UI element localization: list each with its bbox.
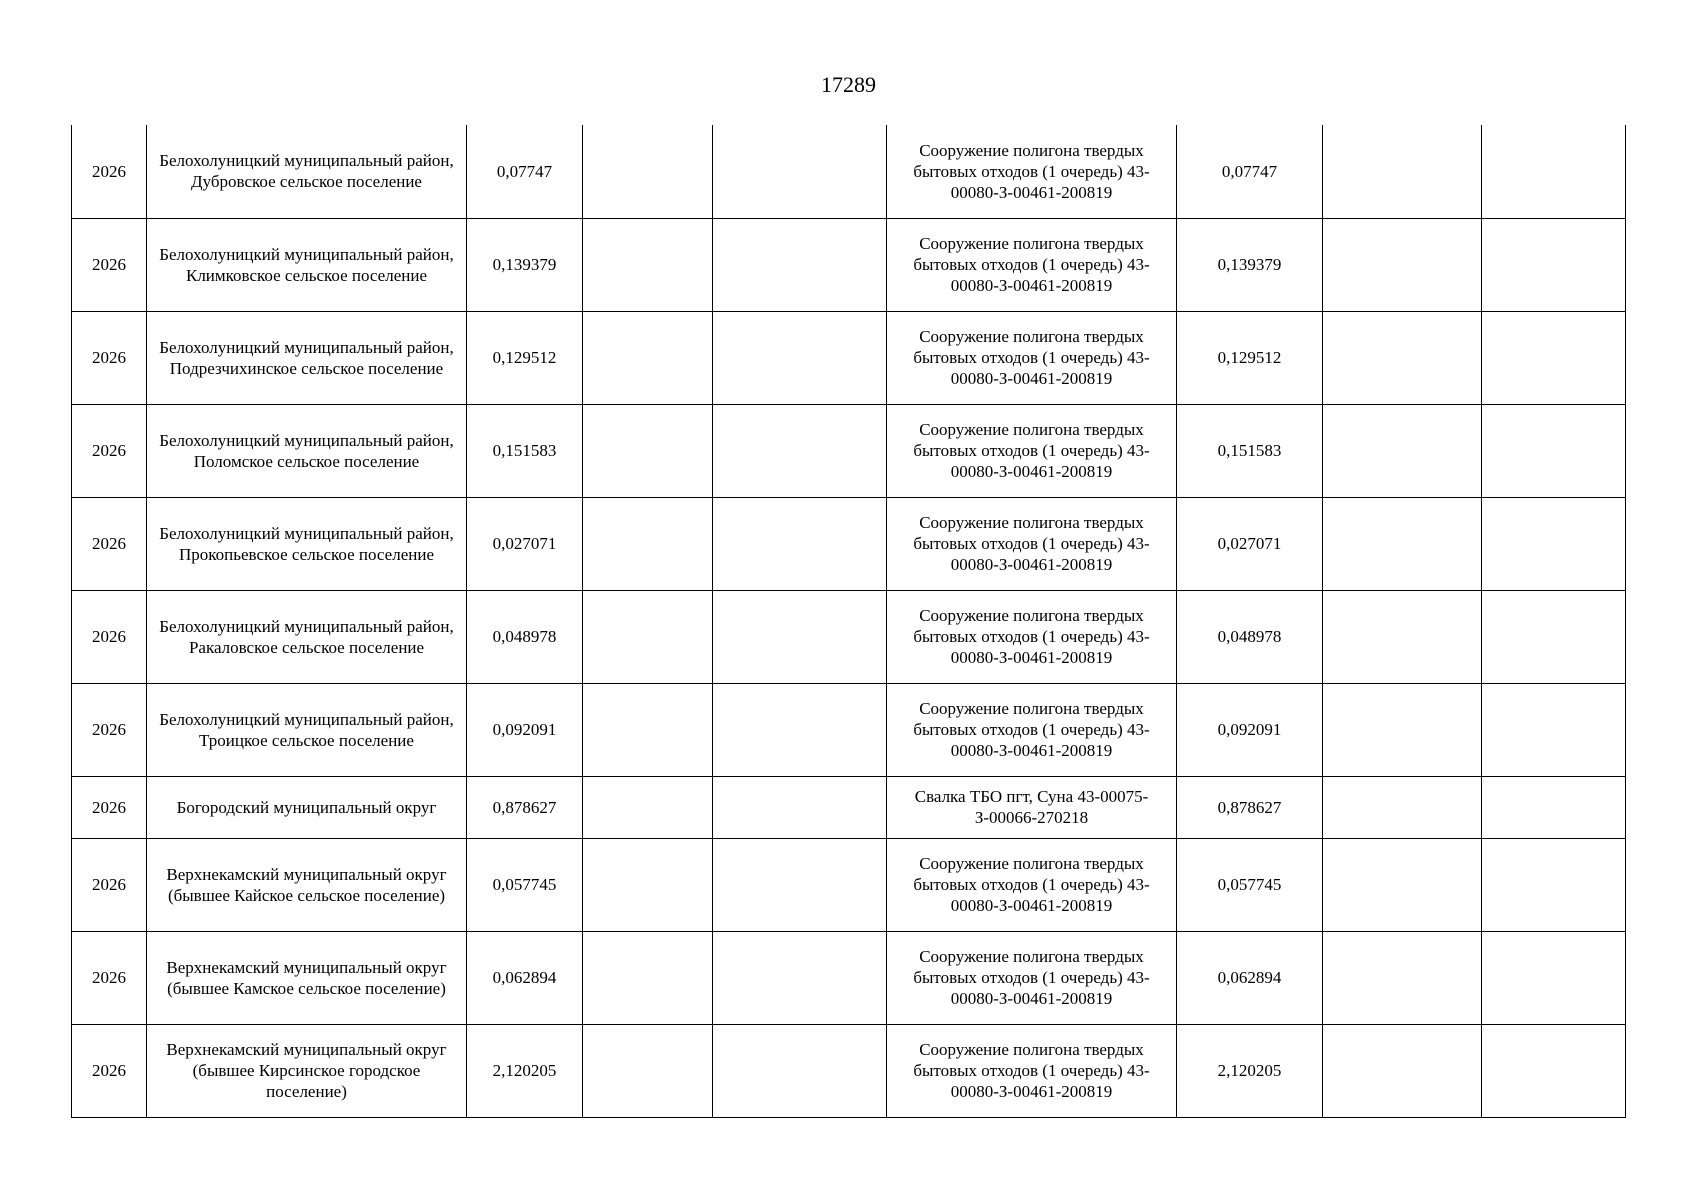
facility-volume-cell: 0,048978 [1177,590,1323,683]
volume-cell: 0,048978 [467,590,583,683]
empty-cell-4 [583,838,713,931]
territory-cell: Богородский муниципальный округ [147,776,467,838]
facility-volume-cell: 0,057745 [1177,838,1323,931]
territory-cell: Белохолуницкий муниципальный район, Подрезчихинское сельское поселение [147,311,467,404]
year-cell: 2026 [72,838,147,931]
empty-cell-4 [583,1024,713,1117]
year-cell: 2026 [72,776,147,838]
table-row [72,404,1626,497]
empty-cell-4 [583,590,713,683]
empty-cell-5 [713,404,887,497]
empty-cell-4 [583,218,713,311]
facility-cell: Сооружение полигона твердых бытовых отходов (1 очередь) 43-00080-З-00461-200819 [887,311,1177,404]
empty-cell-4 [583,776,713,838]
empty-cell-9 [1482,497,1626,590]
empty-cell-8 [1323,931,1482,1024]
table-row [72,776,1626,838]
volume-cell: 0,151583 [467,404,583,497]
facility-cell: Сооружение полигона твердых бытовых отходов (1 очередь) 43-00080-З-00461-200819 [887,931,1177,1024]
empty-cell-8 [1323,776,1482,838]
empty-cell-9 [1482,776,1626,838]
facility-cell: Свалка ТБО пгт, Суна 43-00075-З-00066-270218 [887,776,1177,838]
empty-cell-5 [713,311,887,404]
empty-cell-5 [713,125,887,218]
facility-volume-cell: 0,139379 [1177,218,1323,311]
territory-cell: Белохолуницкий муниципальный район, Прокопьевское сельское поселение [147,497,467,590]
facility-cell: Сооружение полигона твердых бытовых отходов (1 очередь) 43-00080-З-00461-200819 [887,1024,1177,1117]
volume-cell: 0,07747 [467,125,583,218]
waste-volume-table [71,125,1626,1118]
empty-cell-9 [1482,838,1626,931]
empty-cell-4 [583,497,713,590]
empty-cell-8 [1323,404,1482,497]
empty-cell-9 [1482,218,1626,311]
table-row [72,311,1626,404]
table-row [72,590,1626,683]
facility-volume-cell: 0,151583 [1177,404,1323,497]
empty-cell-8 [1323,497,1482,590]
volume-cell: 0,027071 [467,497,583,590]
empty-cell-9 [1482,311,1626,404]
year-cell: 2026 [72,125,147,218]
table-row [72,931,1626,1024]
volume-cell: 0,878627 [467,776,583,838]
empty-cell-8 [1323,590,1482,683]
empty-cell-9 [1482,683,1626,776]
empty-cell-4 [583,683,713,776]
territory-cell: Белохолуницкий муниципальный район, Троицкое сельское поселение [147,683,467,776]
facility-volume-cell: 0,129512 [1177,311,1323,404]
empty-cell-9 [1482,404,1626,497]
territory-cell: Белохолуницкий муниципальный район, Ракаловское сельское поселение [147,590,467,683]
empty-cell-9 [1482,590,1626,683]
empty-cell-5 [713,590,887,683]
volume-cell: 0,092091 [467,683,583,776]
table-row [72,1024,1626,1117]
territory-cell: Белохолуницкий муниципальный район, Климковское сельское поселение [147,218,467,311]
empty-cell-8 [1323,218,1482,311]
empty-cell-5 [713,218,887,311]
facility-volume-cell: 0,07747 [1177,125,1323,218]
empty-cell-9 [1482,931,1626,1024]
territory-cell: Верхнекамский муниципальный округ (бывшее Кирсинское городское поселение) [147,1024,467,1117]
table-row [72,838,1626,931]
year-cell: 2026 [72,497,147,590]
territory-cell: Белохолуницкий муниципальный район, Дубровское сельское поселение [147,125,467,218]
page-number: 17289 [821,72,876,97]
facility-volume-cell: 0,878627 [1177,776,1323,838]
empty-cell-5 [713,683,887,776]
year-cell: 2026 [72,683,147,776]
year-cell: 2026 [72,1024,147,1117]
empty-cell-4 [583,125,713,218]
empty-cell-4 [583,931,713,1024]
year-cell: 2026 [72,590,147,683]
facility-volume-cell: 0,092091 [1177,683,1323,776]
year-cell: 2026 [72,311,147,404]
facility-cell: Сооружение полигона твердых бытовых отходов (1 очередь) 43-00080-З-00461-200819 [887,218,1177,311]
year-cell: 2026 [72,218,147,311]
table-row [72,683,1626,776]
facility-cell: Сооружение полигона твердых бытовых отходов (1 очередь) 43-00080-З-00461-200819 [887,838,1177,931]
volume-cell: 0,062894 [467,931,583,1024]
empty-cell-5 [713,931,887,1024]
empty-cell-4 [583,404,713,497]
empty-cell-8 [1323,1024,1482,1117]
territory-cell: Белохолуницкий муниципальный район, Поломское сельское поселение [147,404,467,497]
year-cell: 2026 [72,404,147,497]
empty-cell-5 [713,497,887,590]
empty-cell-5 [713,1024,887,1117]
facility-cell: Сооружение полигона твердых бытовых отходов (1 очередь) 43-00080-З-00461-200819 [887,683,1177,776]
territory-cell: Верхнекамский муниципальный округ (бывшее Камское сельское поселение) [147,931,467,1024]
volume-cell: 0,139379 [467,218,583,311]
facility-volume-cell: 0,062894 [1177,931,1323,1024]
facility-cell: Сооружение полигона твердых бытовых отходов (1 очередь) 43-00080-З-00461-200819 [887,125,1177,218]
volume-cell: 0,129512 [467,311,583,404]
empty-cell-8 [1323,683,1482,776]
territory-cell: Верхнекамский муниципальный округ (бывшее Кайское сельское поселение) [147,838,467,931]
table-row [72,497,1626,590]
volume-cell: 0,057745 [467,838,583,931]
table-row [72,125,1626,218]
table-body [72,125,1626,1117]
facility-volume-cell: 2,120205 [1177,1024,1323,1117]
empty-cell-4 [583,311,713,404]
empty-cell-9 [1482,1024,1626,1117]
empty-cell-8 [1323,838,1482,931]
facility-cell: Сооружение полигона твердых бытовых отходов (1 очередь) 43-00080-З-00461-200819 [887,497,1177,590]
empty-cell-9 [1482,125,1626,218]
facility-cell: Сооружение полигона твердых бытовых отходов (1 очередь) 43-00080-З-00461-200819 [887,404,1177,497]
empty-cell-5 [713,838,887,931]
volume-cell: 2,120205 [467,1024,583,1117]
empty-cell-8 [1323,125,1482,218]
year-cell: 2026 [72,931,147,1024]
empty-cell-8 [1323,311,1482,404]
facility-volume-cell: 0,027071 [1177,497,1323,590]
facility-cell: Сооружение полигона твердых бытовых отходов (1 очередь) 43-00080-З-00461-200819 [887,590,1177,683]
table-row [72,218,1626,311]
empty-cell-5 [713,776,887,838]
